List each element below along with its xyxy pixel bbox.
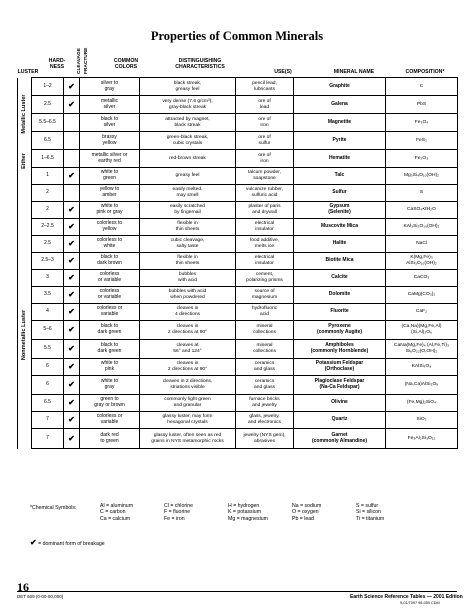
breakage-cell: ✔: [64, 202, 80, 219]
characteristics-cell: cubic cleavage, salty taste: [140, 236, 236, 253]
colors-cell: colorless or variable: [80, 270, 140, 287]
header-luster: LUSTER: [17, 69, 39, 75]
characteristics-cell: glassy luster, often seen as red grains in NYS metamorphic rocks: [140, 429, 236, 449]
table-row: [18, 359, 458, 376]
breakage-cell: [64, 114, 80, 132]
header-hardness: HARD- NESS: [48, 58, 66, 70]
composition-cell: K(Mg,Fe)₃ AlSi₃O₁₀(OH)₂: [386, 253, 458, 270]
footer-edition: Earth Science Reference Tables — 2001 Edition: [350, 594, 463, 600]
mineral-name-cell: Quartz: [294, 412, 386, 429]
hardness-cell: 2.5–3: [32, 253, 64, 270]
uses-cell: ore of lead: [236, 96, 294, 114]
table-row: [18, 321, 458, 340]
header-cleavage: CLEAVAGE: [77, 48, 82, 74]
breakage-cell: ✔: [64, 340, 80, 359]
composition-cell: CaCO₃: [386, 270, 458, 287]
header-colors: COMMON COLORS: [113, 58, 139, 70]
colors-cell: metallic silver or earthy red: [80, 150, 140, 168]
symbol-entry: Na = sodium: [292, 503, 322, 509]
uses-cell: food additive, melts ice: [236, 236, 294, 253]
mineral-name-cell: Hematite: [294, 150, 386, 168]
uses-cell: ceramics and glass: [236, 359, 294, 376]
hardness-cell: 7: [32, 429, 64, 449]
mineral-name-cell: Graphite: [294, 78, 386, 96]
uses-cell: ore of sulfur: [236, 132, 294, 150]
mineral-name-cell: Talc: [294, 168, 386, 185]
composition-cell: SiO₂: [386, 412, 458, 429]
composition-cell: (Na,Ca)AlSi₃O₈: [386, 376, 458, 395]
colors-cell: brassy yellow: [80, 132, 140, 150]
uses-cell: electrical insulator: [236, 219, 294, 236]
table-row: [18, 168, 458, 185]
symbol-entry: Al = aluminum: [100, 503, 134, 509]
uses-cell: ore of iron: [236, 114, 294, 132]
composition-cell: Fe₃O₄: [386, 114, 458, 132]
colors-cell: colorless to white: [80, 236, 140, 253]
symbols-row: [100, 516, 420, 522]
mineral-name-cell: Pyrite: [294, 132, 386, 150]
table-row: [18, 202, 458, 219]
table-row: [18, 270, 458, 287]
hardness-cell: 7: [32, 412, 64, 429]
uses-cell: talcum powder, soapstone: [236, 168, 294, 185]
hardness-cell: 1–2: [32, 78, 64, 96]
mineral-name-cell: Potassium Feldspar (Orthoclase): [294, 359, 386, 376]
table-row: [18, 395, 458, 412]
colors-cell: colorless to yellow: [80, 219, 140, 236]
footer-code-right: 9-01/7097 96-050 CDM: [400, 601, 440, 605]
table-row: [18, 236, 458, 253]
hardness-cell: 2.5: [32, 96, 64, 114]
colors-cell: black to silver: [80, 114, 140, 132]
hardness-cell: 2: [32, 185, 64, 202]
page-title: Properties of Common Minerals: [150, 29, 324, 43]
breakage-cell: ✔: [64, 96, 80, 114]
colors-cell: white to gray: [80, 376, 140, 395]
characteristics-cell: cleaves in 4 directions: [140, 304, 236, 321]
header-fracture: FRACTURE: [84, 47, 89, 74]
symbol-entry: Ca = calcium: [100, 515, 131, 522]
colors-cell: metallic silver: [80, 96, 140, 114]
composition-cell: PbS: [386, 96, 458, 114]
hardness-cell: 3: [32, 270, 64, 287]
breakage-cell: [64, 150, 80, 168]
composition-cell: CaMg(CO₃)₂: [386, 287, 458, 304]
table-header: [17, 40, 457, 78]
header-characteristics: DISTINGUISHING CHARACTERISTICS: [175, 58, 225, 70]
table-row: [18, 304, 458, 321]
symbol-entry: F = fluorine: [164, 509, 191, 516]
characteristics-cell: cleaves at 56° and 124°: [140, 340, 236, 359]
table-row: [18, 114, 458, 132]
characteristics-cell: greasy feel: [140, 168, 236, 185]
composition-cell: KAl₃Si₃O₁₀(OH)₂: [386, 219, 458, 236]
uses-cell: jewelry (NYS gem), abrasives: [236, 429, 294, 449]
breakage-cell: ✔: [64, 287, 80, 304]
hardness-cell: 3.5: [32, 287, 64, 304]
symbol-entry: Ti = titanium: [356, 515, 385, 522]
mineral-name-cell: Magnetite: [294, 114, 386, 132]
colors-cell: yellow to amber: [80, 185, 140, 202]
symbol-entry: S = sulfur: [356, 503, 379, 509]
symbol-entry: K = potassium: [228, 509, 262, 516]
hardness-cell: 6.5: [32, 132, 64, 150]
uses-cell: glass, jewelry, and electronics: [236, 412, 294, 429]
mineral-name-cell: Calcite: [294, 270, 386, 287]
characteristics-cell: bubbles with acid when powdered: [140, 287, 236, 304]
breakage-cell: ✔: [64, 321, 80, 340]
mineral-name-cell: Olivine: [294, 395, 386, 412]
breakage-cell: ✔: [64, 359, 80, 376]
mineral-name-cell: Dolomite: [294, 287, 386, 304]
composition-cell: KAlSi₃O₈: [386, 359, 458, 376]
mineral-name-cell: Fluorite: [294, 304, 386, 321]
breakage-cell: [64, 132, 80, 150]
symbol-entry: Mg = magnesium: [228, 515, 268, 522]
composition-cell: CaF₂: [386, 304, 458, 321]
characteristics-cell: flexible in thin sheets: [140, 219, 236, 236]
characteristics-cell: glassy luster, may form hexagonal crystals: [140, 412, 236, 429]
uses-cell: electrical insulator: [236, 253, 294, 270]
composition-cell: (Ca,Na)(Mg,Fe,Al) (Si,Al)₂O₆: [386, 321, 458, 340]
table-row: [18, 376, 458, 395]
breakage-legend: [30, 540, 105, 548]
table-row: [18, 219, 458, 236]
breakage-cell: ✔: [64, 412, 80, 429]
breakage-cell: ✔: [64, 395, 80, 412]
table-row: [18, 253, 458, 270]
mineral-name-cell: Galena: [294, 96, 386, 114]
hardness-cell: 1–6.5: [32, 150, 64, 168]
characteristics-cell: easily scratched by fingernail: [140, 202, 236, 219]
mineral-name-cell: Sulfur: [294, 185, 386, 202]
colors-cell: dark red to green: [80, 429, 140, 449]
mineral-name-cell: Plagioclase Feldspar (Na-Ca Feldspar): [294, 376, 386, 395]
header-uses: USE(S): [274, 69, 292, 75]
characteristics-cell: easily melted, may smell: [140, 185, 236, 202]
composition-cell: FeS₂: [386, 132, 458, 150]
page-number: 16: [17, 580, 29, 594]
breakage-cell: ✔: [64, 304, 80, 321]
symbol-entry: Pb = lead: [292, 515, 315, 522]
table-row: [18, 132, 458, 150]
table-row: [18, 340, 458, 359]
characteristics-cell: red-brown streak: [140, 150, 236, 168]
colors-cell: colorless or variable: [80, 304, 140, 321]
breakage-cell: ✔: [64, 429, 80, 449]
characteristics-cell: attracted by magnet, black streak: [140, 114, 236, 132]
table-row: [18, 429, 458, 449]
hardness-cell: 5–6: [32, 321, 64, 340]
symbol-entry: O = oxygen: [292, 509, 319, 516]
table-row: [18, 185, 458, 202]
hardness-cell: 4: [32, 304, 64, 321]
characteristics-cell: flexible in thin sheets: [140, 253, 236, 270]
chemical-symbols-table: [100, 503, 420, 522]
hardness-cell: 6: [32, 376, 64, 395]
uses-cell: cement, polarizing prisms: [236, 270, 294, 287]
colors-cell: black to dark brown: [80, 253, 140, 270]
colors-cell: black to dark green: [80, 340, 140, 359]
composition-cell: Fe₃Al₂Si₃O₁₂: [386, 429, 458, 449]
hardness-cell: 6: [32, 359, 64, 376]
characteristics-cell: cleaves in 2 directions at 90°: [140, 321, 236, 340]
colors-cell: colorless or variable: [80, 287, 140, 304]
luster-nonmetallic-label: Nonmetallic Luster: [21, 309, 27, 360]
colors-cell: colorless or variable: [80, 412, 140, 429]
hardness-cell: 2: [32, 202, 64, 219]
mineral-name-cell: Garnet (commonly Almandine): [294, 429, 386, 449]
symbol-entry: C = carbon: [100, 509, 126, 516]
hardness-cell: 6.5: [32, 395, 64, 412]
colors-cell: green to gray or brown: [80, 395, 140, 412]
chemical-symbols-label: *Chemical Symbols:: [30, 505, 77, 511]
composition-cell: C: [386, 78, 458, 96]
characteristics-cell: cleaves in 2 directions at 90°: [140, 359, 236, 376]
uses-cell: hydrofluoric acid: [236, 304, 294, 321]
table-row: [18, 96, 458, 114]
mineral-name-cell: Halite: [294, 236, 386, 253]
uses-cell: vulcanize rubber, sulfuric acid: [236, 185, 294, 202]
header-composition: COMPOSITION*: [405, 69, 445, 75]
composition-cell: CaSO₄•2H₂O: [386, 202, 458, 219]
colors-cell: silver to gray: [80, 78, 140, 96]
mineral-name-cell: Gypsum (Selenite): [294, 202, 386, 219]
uses-cell: pencil lead, lubricants: [236, 78, 294, 96]
luster-metallic-label: Metallic Luster: [21, 94, 27, 134]
symbol-entry: Si = silicon: [356, 509, 381, 516]
breakage-cell: ✔: [64, 219, 80, 236]
breakage-cell: ✔: [64, 236, 80, 253]
uses-cell: mineral collections: [236, 340, 294, 359]
composition-cell: Fe₂O₃: [386, 150, 458, 168]
uses-cell: plaster of paris and drywall: [236, 202, 294, 219]
uses-cell: ore of iron: [236, 150, 294, 168]
composition-cell: NaCl: [386, 236, 458, 253]
check-icon: ✔: [30, 538, 37, 547]
uses-cell: ceramics and glass: [236, 376, 294, 395]
uses-cell: mineral collections: [236, 321, 294, 340]
symbol-entry: Cl = chlorine: [164, 503, 193, 509]
breakage-cell: ✔: [64, 376, 80, 395]
characteristics-cell: bubbles with acid: [140, 270, 236, 287]
hardness-cell: 5.5: [32, 340, 64, 359]
composition-cell: CaNa(Mg,Fe)₄ (Al,Fe,Ti)₃ Si₆O₂₂(O,OH)₂: [386, 340, 458, 359]
uses-cell: source of magnesium: [236, 287, 294, 304]
composition-cell: Mg₃Si₄O₁₀(OH)₂: [386, 168, 458, 185]
mineral-name-cell: Muscovite Mica: [294, 219, 386, 236]
breakage-cell: ✔: [64, 168, 80, 185]
characteristics-cell: commonly light green and granular: [140, 395, 236, 412]
characteristics-cell: very dense (7.6 g/cm³), gray-black streak: [140, 96, 236, 114]
mineral-name-cell: Biotite Mica: [294, 253, 386, 270]
legend-text: = dominant form of breakage: [38, 541, 105, 547]
symbol-entry: Fe = iron: [164, 515, 185, 522]
table-row: [18, 287, 458, 304]
table-row: [18, 150, 458, 168]
colors-cell: black to dark green: [80, 321, 140, 340]
mineral-name-cell: Pyroxene (commonly Augite): [294, 321, 386, 340]
hardness-cell: 2–2.5: [32, 219, 64, 236]
breakage-cell: ✔: [64, 78, 80, 96]
footer-code-left: DET 609 (0-00-00,000): [17, 594, 64, 599]
characteristics-cell: cleaves in 2 directions, striations visible: [140, 376, 236, 395]
breakage-cell: ✔: [64, 253, 80, 270]
colors-cell: white to pink: [80, 359, 140, 376]
header-mineral-name: MINERAL NAME: [333, 69, 375, 75]
table-row: [18, 78, 458, 96]
composition-cell: S: [386, 185, 458, 202]
symbol-entry: H = hydrogen: [228, 503, 260, 509]
breakage-cell: [64, 185, 80, 202]
composition-cell: (Fe,Mg)₂SiO₄: [386, 395, 458, 412]
breakage-cell: ✔: [64, 270, 80, 287]
table-row: [18, 412, 458, 429]
hardness-cell: 5.5–6.5: [32, 114, 64, 132]
luster-either-label: Either: [21, 153, 27, 169]
footer-rule: [17, 591, 457, 592]
mineral-name-cell: Amphiboles (commonly Hornblende): [294, 340, 386, 359]
characteristics-cell: green-black streak, cubic crystals: [140, 132, 236, 150]
hardness-cell: 2.5: [32, 236, 64, 253]
characteristics-cell: black streak, greasy feel: [140, 78, 236, 96]
colors-cell: white to green: [80, 168, 140, 185]
colors-cell: white to pink or gray: [80, 202, 140, 219]
uses-cell: furnace bricks and jewelry: [236, 395, 294, 412]
minerals-table: [17, 77, 458, 449]
hardness-cell: 1: [32, 168, 64, 185]
